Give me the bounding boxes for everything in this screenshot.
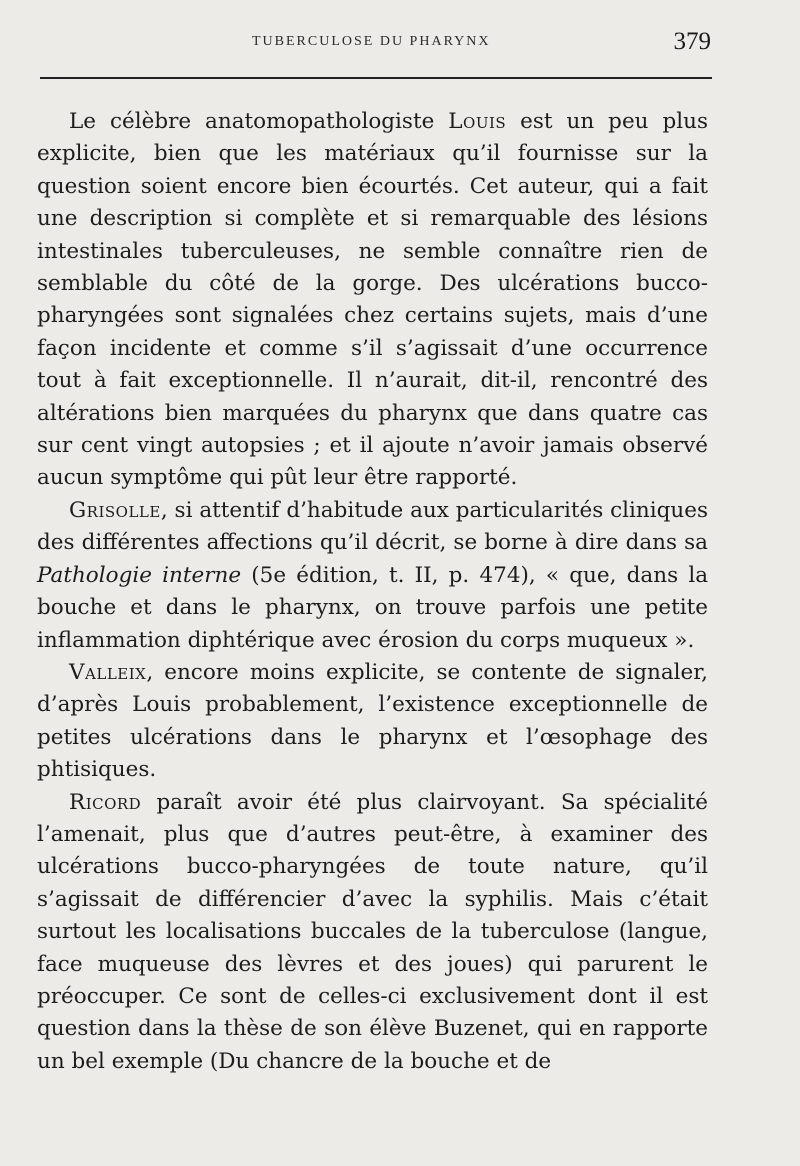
author-name-grisolle: Grisolle	[69, 497, 161, 523]
text-segment: paraît avoir été plus clairvoyant. Sa spécialité l’amenait, plus que d’autres peut-être, à examiner des ulcérations bucco-pharyngées de toute nature, qu’il s’agissait de différencier d’avec la syphilis. Mais c’était surtout les localisations buccales de la tuberculose (langue, face muqueuse des lèvres et des joues) qui parurent le préoccuper. Ce sont de celles-ci exclusivement dont il est question dans la thèse de son élève Buzenet, qui en rapporte un bel exemple (Du chancre de la bouche et de	[37, 789, 708, 1074]
running-head-title: TUBERCULOSE DU PHARYNX	[252, 34, 491, 49]
body-text	[37, 106, 708, 1078]
text-segment: est un peu plus explicite, bien que les matériaux qu’il fournisse sur la question soient encore bien écourtés. Cet auteur, qui a fait une description si complète et si remarquable des lésions intestinales tuberculeuses, ne semble connaître rien de semblable du côté de la gorge. Des ulcérations bucco-pharyngées sont signalées chez certains sujets, mais d’une façon incidente et comme s’il s’agissait d’une occurrence tout à fait exceptionnelle. Il n’aurait, dit-il, rencontré des altérations bien marquées du pharynx que dans quatre cas sur cent vingt autopsies ; et il ajoute n’avoir jamais observé aucun symptôme qui pût leur être rapporté.	[37, 109, 708, 491]
paragraph-ricord	[37, 787, 708, 1079]
text-segment: (5e édition, t. II, p. 474), « que, dans la bouche et dans le pharynx, on trouve parfois une petite inflammation diphtérique avec érosion du corps muqueux ».	[37, 562, 709, 653]
text-segment: Le célèbre anatomopathologiste	[69, 109, 449, 134]
paragraph-grisolle	[37, 495, 708, 657]
header-rule	[40, 77, 712, 79]
text-segment: , encore moins explicite, se contente de signaler, d’après Louis probablement, l’existence exceptionnelle de petites ulcérations dans le pharynx et l’œsophage des phtisiques.	[37, 659, 708, 783]
paragraph-valleix	[37, 657, 708, 787]
author-name-valleix: Valleix	[69, 659, 147, 685]
author-name-ricord: Ricord	[69, 789, 142, 815]
text-segment: , si attentif d’habitude aux particularités cliniques des différentes affections qu’il décrit, se borne à dire dans sa	[37, 497, 708, 556]
book-title-italic: Pathologie interne	[37, 562, 242, 588]
running-head	[37, 0, 711, 78]
page-number: 379	[673, 28, 711, 55]
author-name-louis: Louis	[448, 109, 507, 134]
paragraph-louis	[37, 106, 708, 495]
